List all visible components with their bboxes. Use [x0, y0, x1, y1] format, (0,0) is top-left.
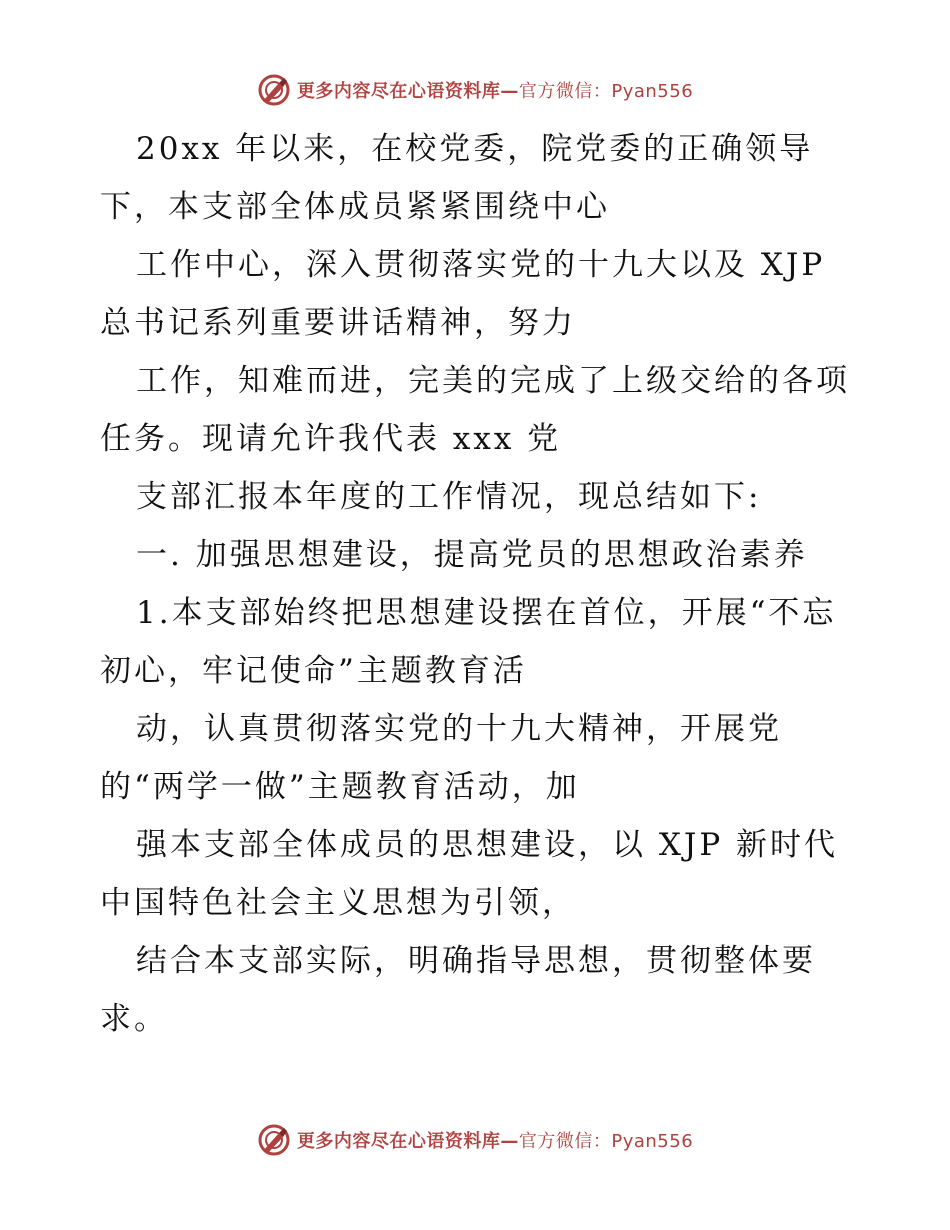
text-line: 动，认真贯彻落实党的十九大精神，开展党 [136, 711, 782, 747]
text-line: 总书记系列重要讲话精神，努力 [100, 305, 576, 341]
banner-text: 更多内容尽在心语资料库—官方微信：Pyan556 [296, 81, 694, 102]
pen-logo-icon [257, 1123, 291, 1157]
text-line: 支部汇报本年度的工作情况，现总结如下: [136, 479, 762, 515]
pen-logo-icon [257, 73, 291, 107]
text-line: 一. 加强思想建设，提高党员的思想政治素养 [136, 537, 808, 573]
document-body [100, 120, 870, 1048]
text-line: 强本支部全体成员的思想建设，以 XJP 新时代 [136, 827, 839, 863]
text-line: 1.本支部始终把思想建设摆在首位，开展“不忘 [136, 595, 837, 631]
text-line: 初心，牢记使命”主题教育活 [100, 653, 527, 689]
text-line: 下，本支部全体成员紧紧围绕中心 [100, 189, 610, 225]
text-line: 工作，知难而进，完美的完成了上级交给的各项 [136, 363, 850, 399]
text-line: 任务。现请允许我代表 xxx 党 [100, 421, 562, 457]
footer-banner [0, 1120, 950, 1160]
text-line: 工作中心，深入贯彻落实党的十九大以及 XJP [136, 247, 826, 283]
text-line: 求。 [100, 1001, 168, 1037]
text-line: 结合本支部实际，明确指导思想，贯彻整体要 [136, 943, 816, 979]
header-banner [0, 70, 950, 110]
text-line: 中国特色社会主义思想为引领， [100, 885, 576, 921]
banner-text: 更多内容尽在心语资料库—官方微信：Pyan556 [296, 1131, 694, 1152]
text-line: 的“两学一做”主题教育活动，加 [100, 769, 580, 805]
text-line: 20xx 年以来，在校党委，院党委的正确领导 [136, 131, 814, 167]
